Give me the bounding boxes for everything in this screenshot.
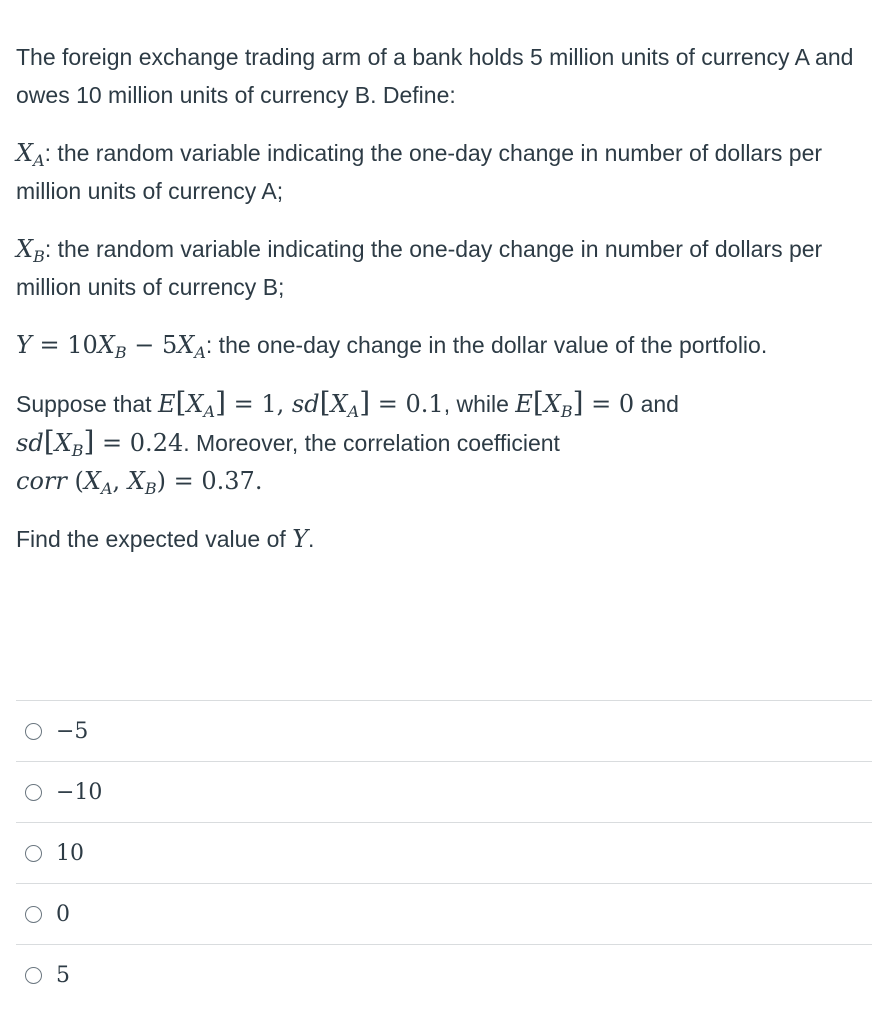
correlation: corr ($X_A$, $X_B) = 0.37$. xyxy=(16,467,263,498)
question-text xyxy=(16,38,876,578)
xa-symbol: $X_A$ xyxy=(16,139,45,170)
answer-label: −10 xyxy=(56,779,103,805)
expectation-xb: $E[X_B] = 0$ xyxy=(515,386,635,421)
radio-button[interactable] xyxy=(25,723,42,740)
answer-option[interactable] xyxy=(16,822,872,883)
y-formula: $Y = 10X_B - 5X_A$ xyxy=(16,331,206,362)
sd-xb: $sd[X_B] = 0.24$ xyxy=(16,425,184,460)
answer-option[interactable] xyxy=(16,761,872,822)
answer-label: 10 xyxy=(56,840,84,866)
question-ask: Find the expected value of Y. xyxy=(16,525,315,553)
answer-option[interactable] xyxy=(16,883,872,944)
question-intro: The foreign exchange trading arm of a bank holds 5 million units of currency A and owes 10 million units of currency B. Define: xyxy=(16,44,854,108)
answer-list xyxy=(16,700,872,1005)
answer-option[interactable] xyxy=(16,944,872,1005)
expectation-xa: $E[X_A] = 1$, $sd[X_A] = 0.1$ xyxy=(157,386,444,421)
answer-label: −5 xyxy=(56,718,89,744)
suppose-statement: Suppose that $E[X_A] = 1$, $sd[X_A] = 0.1$, while $E[X_B] = 0$ and $sd[X_B] = 0.24$. Moreover, the correlation coefficient corr ($X_A$, $X_B) = 0.37$. xyxy=(16,386,679,498)
radio-button[interactable] xyxy=(25,845,42,862)
xb-symbol: $X_B$ xyxy=(16,235,45,266)
answer-label: 5 xyxy=(56,962,70,988)
xa-definition: $X_A$: the random variable indicating the one-day change in number of dollars per million units of currency A; xyxy=(16,139,823,204)
answer-option[interactable] xyxy=(16,700,872,761)
answer-label: 0 xyxy=(56,901,70,927)
y-definition: $Y = 10X_B - 5X_A$: the one-day change in the dollar value of the portfolio. xyxy=(16,331,768,362)
radio-button[interactable] xyxy=(25,967,42,984)
radio-button[interactable] xyxy=(25,906,42,923)
radio-button[interactable] xyxy=(25,784,42,801)
xb-definition: $X_B$: the random variable indicating the one-day change in number of dollars per million units of currency B; xyxy=(16,235,823,300)
